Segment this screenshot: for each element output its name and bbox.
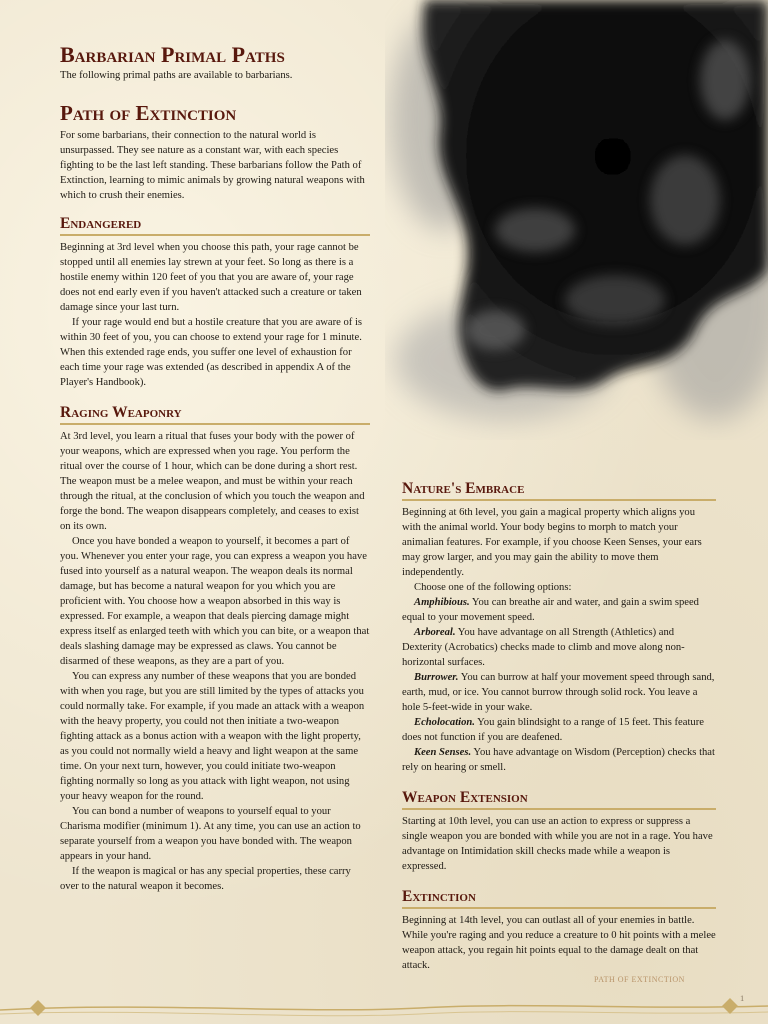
option-name: Amphibious. <box>414 597 470 608</box>
natures-p2: Choose one of the following options: <box>414 582 572 593</box>
option-keen-senses: Keen Senses. You have advantage on Wisdom (Perception) checks that rely on hearing or smell. <box>402 747 715 773</box>
raging-p5: If the weapon is magical or has any special properties, these carry over to the natural weapon it becomes. <box>60 866 351 892</box>
raging-weaponry-heading: Raging Weaponry <box>60 404 370 425</box>
raging-p4: You can bond a number of weapons to yourself equal to your Charisma modifier (minimum 1). At any time, you can use an action to separate yourself from a weapon you have bonded with. The weapon appears in your hand. <box>60 806 361 862</box>
smoke-illustration <box>385 0 768 440</box>
footer-ornament <box>0 980 768 1024</box>
endangered-p2: If your rage would end but a hostile creature that you are aware of is within 30 feet of you, you can choose to extend your rage for 1 minute. When this extended rage ends, you suffer one level of exhaustion for each time your rage was extended (as described in appendix A of the Player's Handbook). <box>60 317 363 388</box>
natures-embrace-heading: Nature's Embrace <box>402 480 716 501</box>
endangered-p1: Beginning at 3rd level when you choose this path, your rage cannot be stopped until all enemies lay strewn at your feet. So long as there is a hostile enemy within 120 feet of you that you are aware of, your rage does not end early even if you haven't attacked such a creature or taken damage since your last turn. <box>60 242 362 313</box>
path-intro: For some barbarians, their connection to the natural world is unsurpassed. They see nature as a constant war, with each species fighting to be the last left standing. These barbarians follow the Path of Extinction, learning to mimic animals by growing natural weapons with which to crush their enemies. <box>60 130 365 201</box>
option-amphibious: Amphibious. You can breathe air and water, and gain a swim speed equal to your movement speed. <box>402 597 699 623</box>
page-number: 1 <box>740 993 745 1003</box>
weapon-extension-heading: Weapon Extension <box>402 789 716 810</box>
weapon-extension-p1: Starting at 10th level, you can use an action to express or suppress a single weapon you are bonded with while you are not in a rage. You have advantage on Intimidation skill checks made while a weapon is expressed. <box>402 816 713 872</box>
natures-p1: Beginning at 6th level, you gain a magical property which aligns you with the animal world. Your body begins to morph to match your animalian features. For example, if you choose Keen Senses, your ears may grow larger, and you may gain the ability to move them independently. <box>402 507 702 578</box>
option-name: Keen Senses. <box>414 747 472 758</box>
raging-p1: At 3rd level, you learn a ritual that fuses your body with the power of your weapons, which are expressed when you rage. You perform the ritual over the course of 1 hour, which can be done during a short rest. The weapon must be a melee weapon, and must be within your reach through the ritual, at the conclusion of which you touch the weapon and forge the bond. The weapon disappears completely, and ceases to exist on its own. <box>60 431 365 532</box>
option-arboreal: Arboreal. You have advantage on all Strength (Athletics) and Dexterity (Acrobatics) checks made to climb and move along non-horizontal surfaces. <box>402 627 685 668</box>
extinction-heading: Extinction <box>402 888 716 909</box>
extinction-p1: Beginning at 14th level, you can outlast all of your enemies in battle. While you're raging and you reduce a creature to 0 hit points with a melee weapon attack, you regain hit points equal to the damage dealt on that attack. <box>402 915 716 971</box>
option-echolocation: Echolocation. You gain blindsight to a range of 15 feet. This feature does not function if you are deafened. <box>402 717 704 743</box>
footer-section-label: PATH OF EXTINCTION <box>594 975 685 984</box>
intro-text: The following primal paths are available to barbarians. <box>60 70 293 81</box>
right-column <box>402 480 716 973</box>
raging-p2: Once you have bonded a weapon to yourself, it becomes a part of you. Whenever you enter your rage, you can express a weapon you have fused into yourself as a natural weapon. The weapon deals its normal damage, but has become a natural weapon for you which you are proficient with. You choose how a weapon absorbed in this way is expressed. For example, a weapon that deals piercing damage might express itself as enlarged teeth with which you can bite, or a weapon that deals slashing damage may be expressed as claws. You cannot be disarmed of these weapons, as they are a part of you. <box>60 536 370 667</box>
raging-p3: You can express any number of these weapons that you are bonded with when you rage, but you are still limited by the types of attacks you could normally take. For example, if you made an attack with a weapon with the heavy property, you could not then initiate a two-weapon fighting attack as a bonus action with a weapon with the light property, as you could not normally wield a heavy and light weapon at the same time. On your next turn, however, you could initiate two-weapon fighting normally so long as you attack with light weapon, not using your heavy weapon for the round. <box>60 671 365 802</box>
endangered-heading: Endangered <box>60 215 370 236</box>
option-name: Burrower. <box>414 672 459 683</box>
option-burrower: Burrower. You can burrow at half your movement speed through sand, earth, mud, or ice. You cannot burrow through solid rock. You leave a hole 5-feet-wide in your wake. <box>402 672 715 713</box>
left-column <box>60 42 370 894</box>
option-name: Arboreal. <box>414 627 456 638</box>
page-title: Barbarian Primal Paths <box>60 42 285 67</box>
option-name: Echolocation. <box>414 717 475 728</box>
path-title: Path of Extinction <box>60 101 237 125</box>
